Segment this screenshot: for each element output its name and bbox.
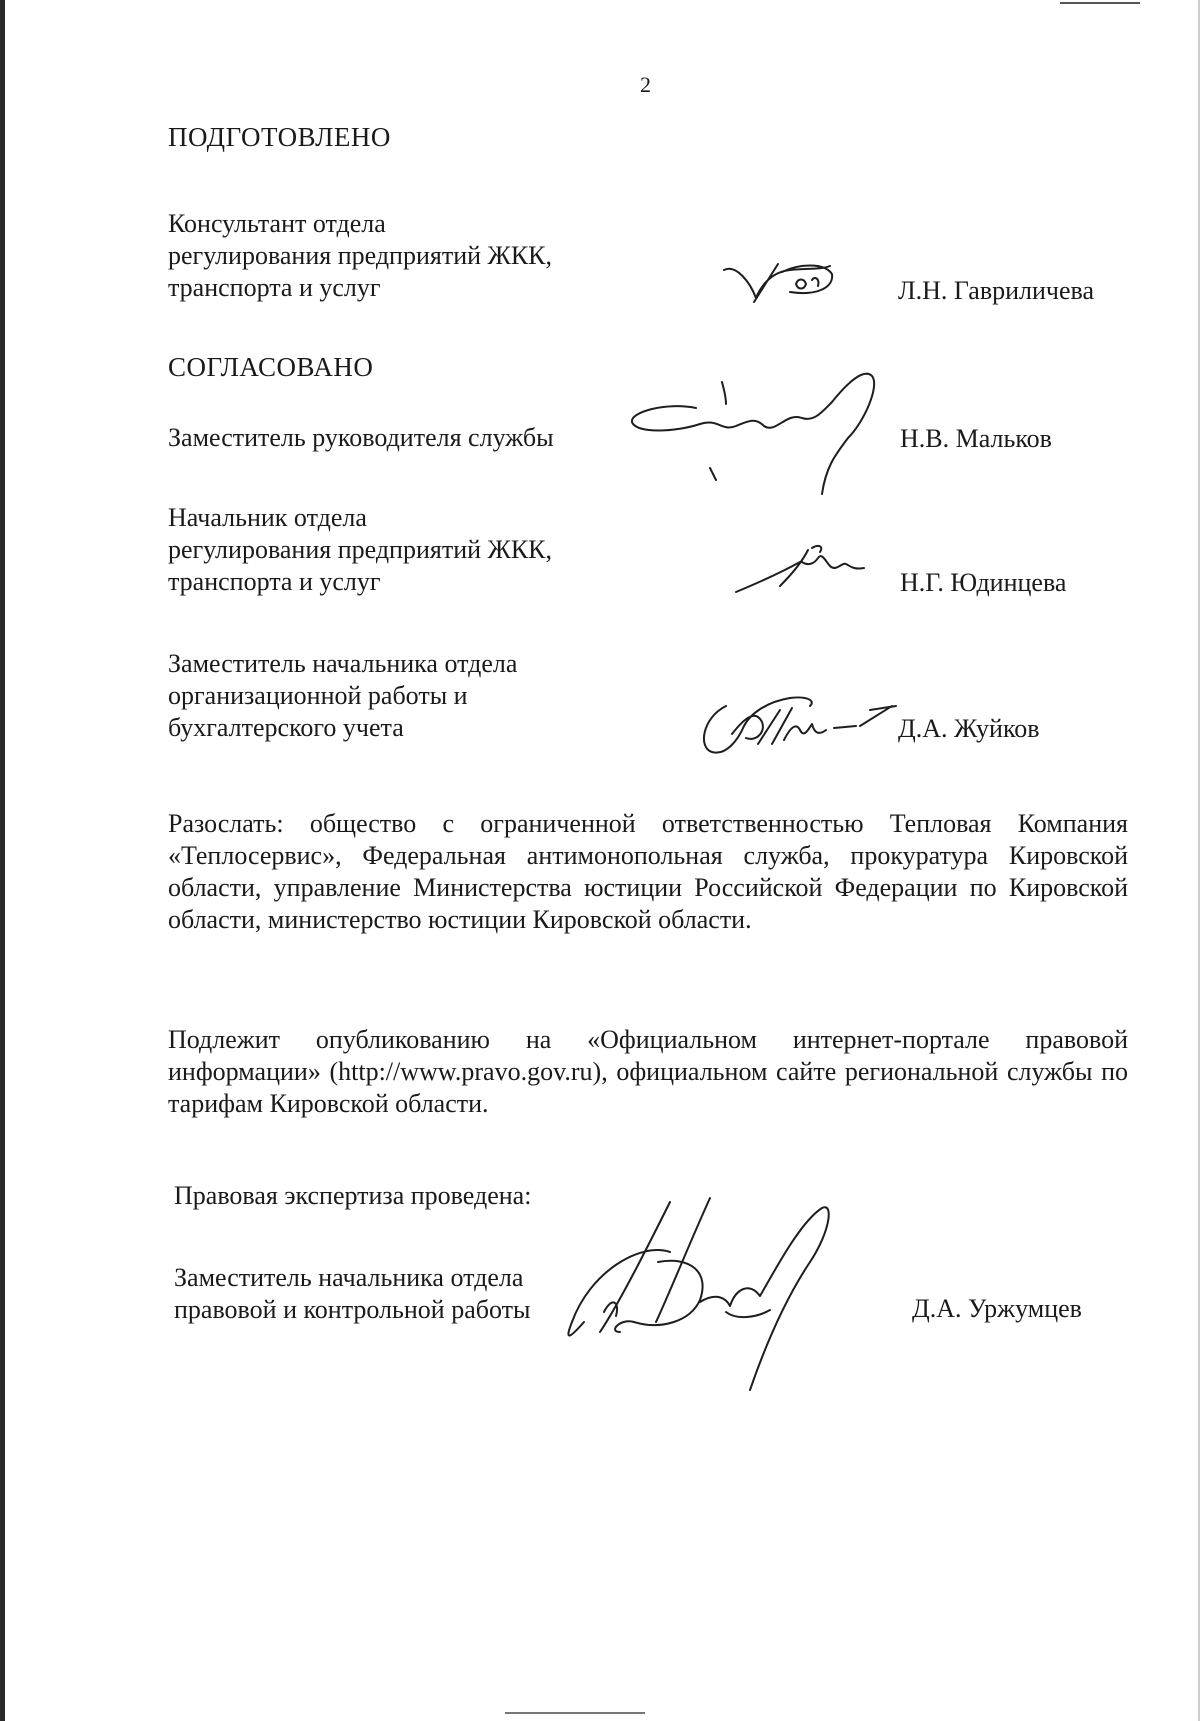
prepared-name: Л.Н. Гавриличева xyxy=(898,276,1095,305)
prepared-heading: ПОДГОТОВЛЕНО xyxy=(168,122,391,152)
signatory-1-position: Заместитель руководителя службы xyxy=(168,423,554,452)
signatory-2-position-line-3: транспорта и услуг xyxy=(168,567,381,596)
signatory-2-position-line-1: Начальник отдела xyxy=(168,503,367,532)
prepared-position-line-2: регулирования предприятий ЖКК, xyxy=(168,241,553,270)
legal-review-position-line-1: Заместитель начальника отдела xyxy=(174,1263,524,1292)
legal-review-name: Д.А. Уржумцев xyxy=(912,1294,1082,1323)
legal-review-position-line-2: правовой и контрольной работы xyxy=(174,1295,531,1324)
scan-mark-top xyxy=(1060,2,1140,4)
signature-urzhumtsev xyxy=(560,1192,860,1392)
page-number: 2 xyxy=(640,72,651,97)
signature-yudintseva xyxy=(730,540,870,600)
signatory-2-name: Н.Г. Юдинцева xyxy=(900,568,1067,597)
signatory-3-position-line-3: бухгалтерского учета xyxy=(168,713,404,742)
scan-mark-bottom xyxy=(505,1712,645,1714)
signatory-2-position-line-2: регулирования предприятий ЖКК, xyxy=(168,535,553,564)
legal-review-heading: Правовая экспертиза проведена: xyxy=(174,1181,532,1210)
prepared-position-line-3: транспорта и услуг xyxy=(168,273,381,302)
agreed-heading: СОГЛАСОВАНО xyxy=(168,352,374,382)
signatory-1-name: Н.В. Мальков xyxy=(900,424,1052,453)
signatory-3-position-line-2: организационной работы и xyxy=(168,681,468,710)
publication-paragraph: Подлежит опубликованию на «Официальном интернет-портале правовой информации» (http://www.pravo.gov.ru), официальном сайте региональной службы по тарифам Кировской области. xyxy=(168,1025,1128,1118)
signature-malkov xyxy=(626,362,886,502)
distribution-paragraph: Разослать: общество с ограниченной ответственностью Тепловая Компания «Теплосервис», Федеральная антимонопольная служба, прокуратура Кировской области, управление Министерства юстиции Российской Федерации по Кировской области, министерство юстиции Кировской области. xyxy=(168,809,1128,934)
signatory-3-position-line-1: Заместитель начальника отдела xyxy=(168,649,518,678)
signatory-3-name: Д.А. Жуйков xyxy=(898,714,1040,743)
scan-edge-left xyxy=(0,0,5,1721)
signature-gavrilicheva xyxy=(720,258,840,316)
prepared-position-line-1: Консультант отдела xyxy=(168,209,386,238)
signature-zhuikov xyxy=(696,686,906,758)
